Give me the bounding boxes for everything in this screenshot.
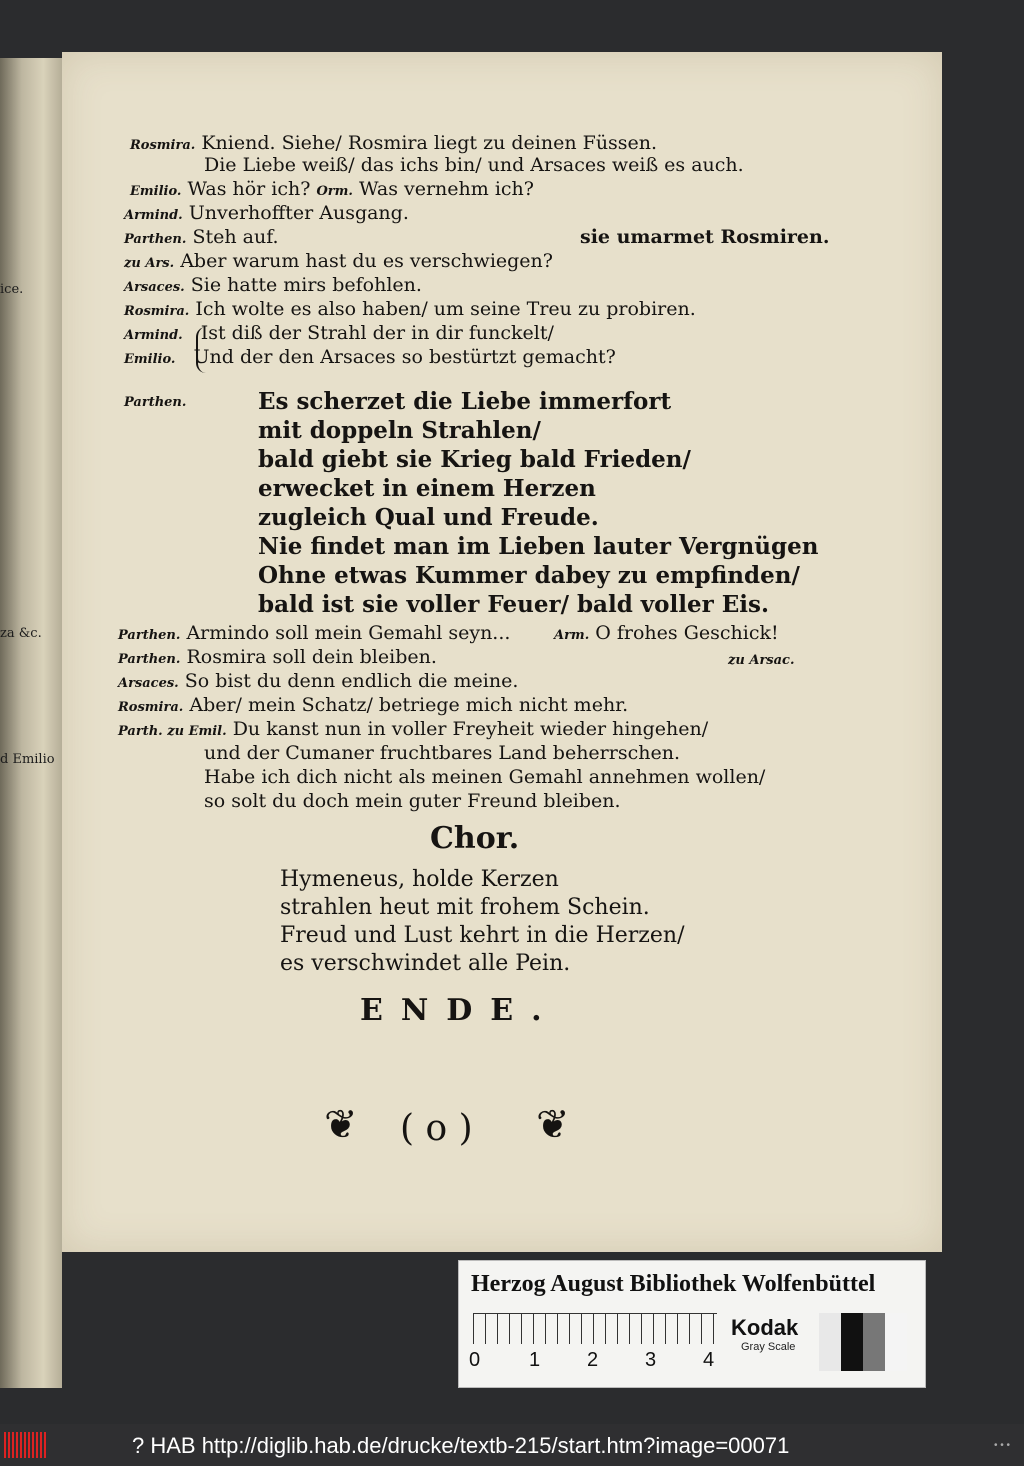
- url-footer: [0, 1424, 1024, 1466]
- ruler-number: 1: [529, 1349, 541, 1371]
- speaker: Armind.: [124, 208, 183, 223]
- prev-page-fragment: ice.: [0, 282, 24, 297]
- dialogue-line: [124, 202, 409, 227]
- line-text: So bist du denn endlich die meine.: [184, 670, 519, 692]
- previous-page-edge: [0, 58, 62, 1388]
- brace-icon: [196, 327, 212, 373]
- speaker: Parthen.: [118, 652, 181, 667]
- chor-line: Hymeneus, holde Kerzen: [280, 867, 559, 892]
- dialogue-line: [554, 622, 779, 647]
- library-title: Herzog August Bibliothek Wolfenbüttel: [471, 1271, 876, 1297]
- line-text: Ich wolte es also haben/ um seine Treu zu probiren.: [195, 298, 696, 320]
- aria-line: Es scherzet die Liebe immerfort: [258, 388, 672, 415]
- dialogue-line: [204, 766, 765, 788]
- aria-line: erwecket in einem Herzen: [258, 475, 596, 502]
- line-text: Sie hatte mirs befohlen.: [190, 274, 422, 296]
- line-text: Was hör ich?: [187, 178, 317, 200]
- prev-page-fragment: d Emilio: [0, 752, 55, 767]
- line-text: Steh auf.: [192, 226, 279, 248]
- dialogue-line: [118, 646, 437, 671]
- dialogue-line: [118, 718, 708, 743]
- aria-line: zugleich Qual und Freude.: [258, 504, 599, 531]
- line-text: und der Cumaner fruchtbares Land beherrschen.: [204, 742, 680, 764]
- speaker: Parthen.: [124, 232, 187, 247]
- dialogue-line: [130, 178, 534, 203]
- line-text: Unverhoffter Ausgang.: [188, 202, 409, 224]
- dialogue-line: [118, 694, 628, 719]
- speaker: Armind.: [124, 328, 183, 343]
- dialogue-line: [204, 154, 744, 176]
- line-text: Kniend. Siehe/ Rosmira liegt zu deinen Füssen.: [201, 132, 658, 154]
- speaker: Parthen.: [118, 628, 181, 643]
- gray-scale-label: Gray Scale: [741, 1341, 796, 1353]
- prev-page-fragment: za &c.: [0, 626, 42, 641]
- line-text: Und der den Arsaces so bestürtzt gemacht?: [193, 346, 616, 368]
- speaker: Rosmira.: [124, 304, 190, 319]
- aria-line: bald giebt sie Krieg bald Frieden/: [258, 446, 691, 473]
- dialogue-line: [204, 742, 680, 764]
- aria-line: mit doppeln Strahlen/: [258, 417, 541, 444]
- line-text: Aber warum hast du es verschwiegen?: [180, 250, 553, 272]
- speaker: Rosmira.: [118, 700, 184, 715]
- dialogue-line: [124, 274, 422, 299]
- line-text: Ist diß der Strahl der in dir funckelt/: [200, 322, 554, 344]
- ruler-number: 2: [587, 1349, 599, 1371]
- line-text: O frohes Geschick!: [595, 622, 779, 644]
- chor-line: Freud und Lust kehrt in die Herzen/: [280, 923, 685, 948]
- book-page: [62, 52, 942, 1252]
- speaker: Parth. zu Emil.: [118, 724, 227, 739]
- dots-indicator: • • •: [993, 1440, 1010, 1451]
- dialogue-line: [124, 226, 279, 251]
- barcode-icon: [4, 1432, 48, 1458]
- kodak-logo: Kodak: [731, 1315, 799, 1340]
- aria-line: bald ist sie voller Feuer/ bald voller Eis.: [258, 591, 769, 618]
- line-text: Die Liebe weiß/ das ichs bin/ und Arsaces weiß es auch.: [204, 154, 744, 176]
- chor-line: es verschwindet alle Pein.: [280, 951, 571, 976]
- chor-title: Chor.: [430, 821, 520, 856]
- gray-swatch: [841, 1313, 863, 1371]
- speaker: Rosmira.: [130, 138, 196, 153]
- flower-ornament-icon: ❦: [324, 1102, 358, 1148]
- ende-text: ENDE.: [360, 993, 560, 1028]
- line-text: Rosmira soll dein bleiben.: [186, 646, 437, 668]
- gray-swatch: [885, 1313, 907, 1371]
- line-text: Aber/ mein Schatz/ betriege mich nicht mehr.: [189, 694, 629, 716]
- stage-direction: sie umarmet Rosmiren.: [580, 226, 830, 248]
- speaker: zu Ars.: [124, 256, 175, 271]
- dialogue-line: [118, 670, 518, 695]
- gray-swatches: [819, 1313, 907, 1371]
- stage-direction: zu Arsac.: [728, 653, 795, 668]
- speaker: Arsaces.: [118, 676, 179, 691]
- dialogue-line: [124, 322, 554, 347]
- aria-speaker: Parthen.: [124, 395, 187, 410]
- line-text: Armindo soll mein Gemahl seyn...: [186, 622, 511, 644]
- ruler-number: 3: [645, 1349, 657, 1371]
- chor-line: strahlen heut mit frohem Schein.: [280, 895, 650, 920]
- line-text: so solt du doch mein guter Freund bleiben.: [204, 790, 621, 812]
- aria-line: Nie findet man im Lieben lauter Vergnügen: [258, 533, 819, 560]
- speaker: Arsaces.: [124, 280, 185, 295]
- dialogue-line: [124, 250, 553, 275]
- gray-swatch: [863, 1313, 885, 1371]
- archive-label: [458, 1260, 926, 1388]
- speaker: Emilio.: [124, 352, 176, 367]
- aria-line: Ohne etwas Kummer dabey zu empfinden/: [258, 562, 800, 589]
- url-text[interactable]: ? HAB http://diglib.hab.de/drucke/textb-215/start.htm?image=00071: [132, 1433, 790, 1458]
- gray-swatch: [819, 1313, 841, 1371]
- speaker: Orm.: [316, 184, 353, 199]
- line-text: Habe ich dich nicht als meinen Gemahl annehmen wollen/: [204, 766, 766, 788]
- speaker: Emilio.: [130, 184, 182, 199]
- line-text: Was vernehm ich?: [359, 178, 534, 200]
- dialogue-line: [204, 790, 621, 812]
- dialogue-line: [124, 298, 696, 323]
- speaker: Arm.: [554, 628, 590, 643]
- flower-ornament-icon: ❦: [536, 1102, 570, 1148]
- dialogue-line: [118, 622, 510, 647]
- ruler-number: 0: [469, 1349, 481, 1371]
- ornament-center: ( o ): [400, 1108, 473, 1149]
- ruler-scale: [473, 1313, 717, 1344]
- ruler-number: 4: [703, 1349, 715, 1371]
- line-text: Du kanst nun in voller Freyheit wieder hingehen/: [232, 718, 709, 740]
